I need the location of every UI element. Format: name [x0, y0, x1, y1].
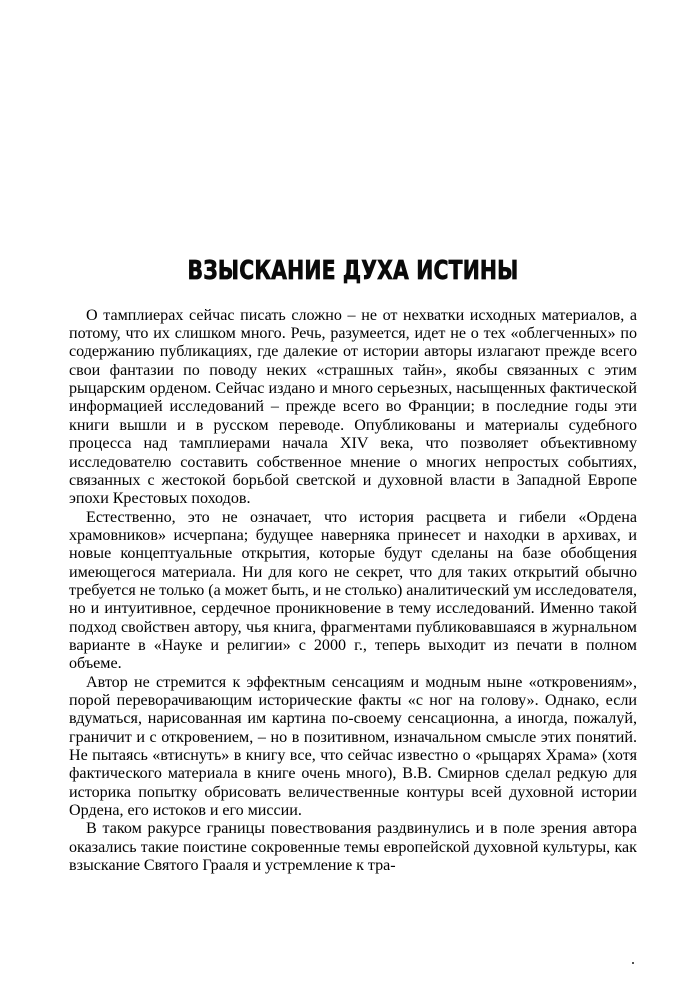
paragraph: В таком ракурсе границы повествования раздвинулись и в поле зрения автора оказались такие поистине сокровенные темы европейской духовной культуры, как взыскание Святого Грааля и устремление к тра-	[69, 820, 637, 875]
paragraph: О тамплиерах сейчас писать сложно – не от нехватки исходных материалов, а потому, что их слишком много. Речь, разумеется, идет не о тех «облегченных» по содержанию публикациях, где далекие от истории авторы излагают прежде всего свои фантазии по поводу неких «страшных тайн», якобы связанных с этим рыцарским орденом. Сейчас издано и много серьезных, насыщенных фактической информацией исследований – прежде всего во Франции; в последние годы эти книги вышли и в русском переводе. Опубликованы и материалы судебного процесса над тамплиерами начала XIV века, что позволяет объективному исследователю составить собственное мнение о многих непростых событиях, связанных с жестокой борьбой светской и духовной власти в Западной Европе эпохи Крестовых походов.	[69, 306, 637, 508]
paragraph: Автор не стремится к эффектным сенсациям и модным ныне «откровениям», порой переворачивающим исторические факты «с ног на голову». Однако, если вдуматься, нарисованная им картина по-своему сенсационна, а иногда, пожалуй, граничит и с откровением, – но в позитивном, изначальном смысле этих понятий. Не пытаясь «втиснуть» в книгу все, что сейчас известно о «рыцарях Храма» (хотя фактического материала в книге очень много), В.В. Смирнов сделал редкую для историка попытку обрисовать величественные контуры всей духовной истории Ордена, его истоков и его миссии.	[69, 673, 637, 820]
text-column	[69, 258, 637, 875]
chapter-title: ВЗЫСКАНИЕ ДУХА ИСТИНЫ	[187, 256, 519, 286]
scan-artifact-speck	[632, 962, 634, 964]
body-text	[69, 307, 637, 876]
paragraph: Естественно, это не означает, что история расцвета и гибели «Ордена храмовников» исчерпана; будущее наверняка принесет и находки в архивах, и новые концептуальные открытия, которые будут сделаны на базе обобщения имеющегося материала. Ни для кого не секрет, что для таких открытий обычно требуется не только (а может быть, и не столько) аналитический ум исследователя, но и интуитивное, сердечное проникновение в тему исследований. Именно такой подход свойствен автору, чья книга, фрагментами публиковавшаяся в журнальном варианте в «Науке и религии» с 2000 г., теперь выходит из печати в полном объеме.	[69, 508, 637, 673]
